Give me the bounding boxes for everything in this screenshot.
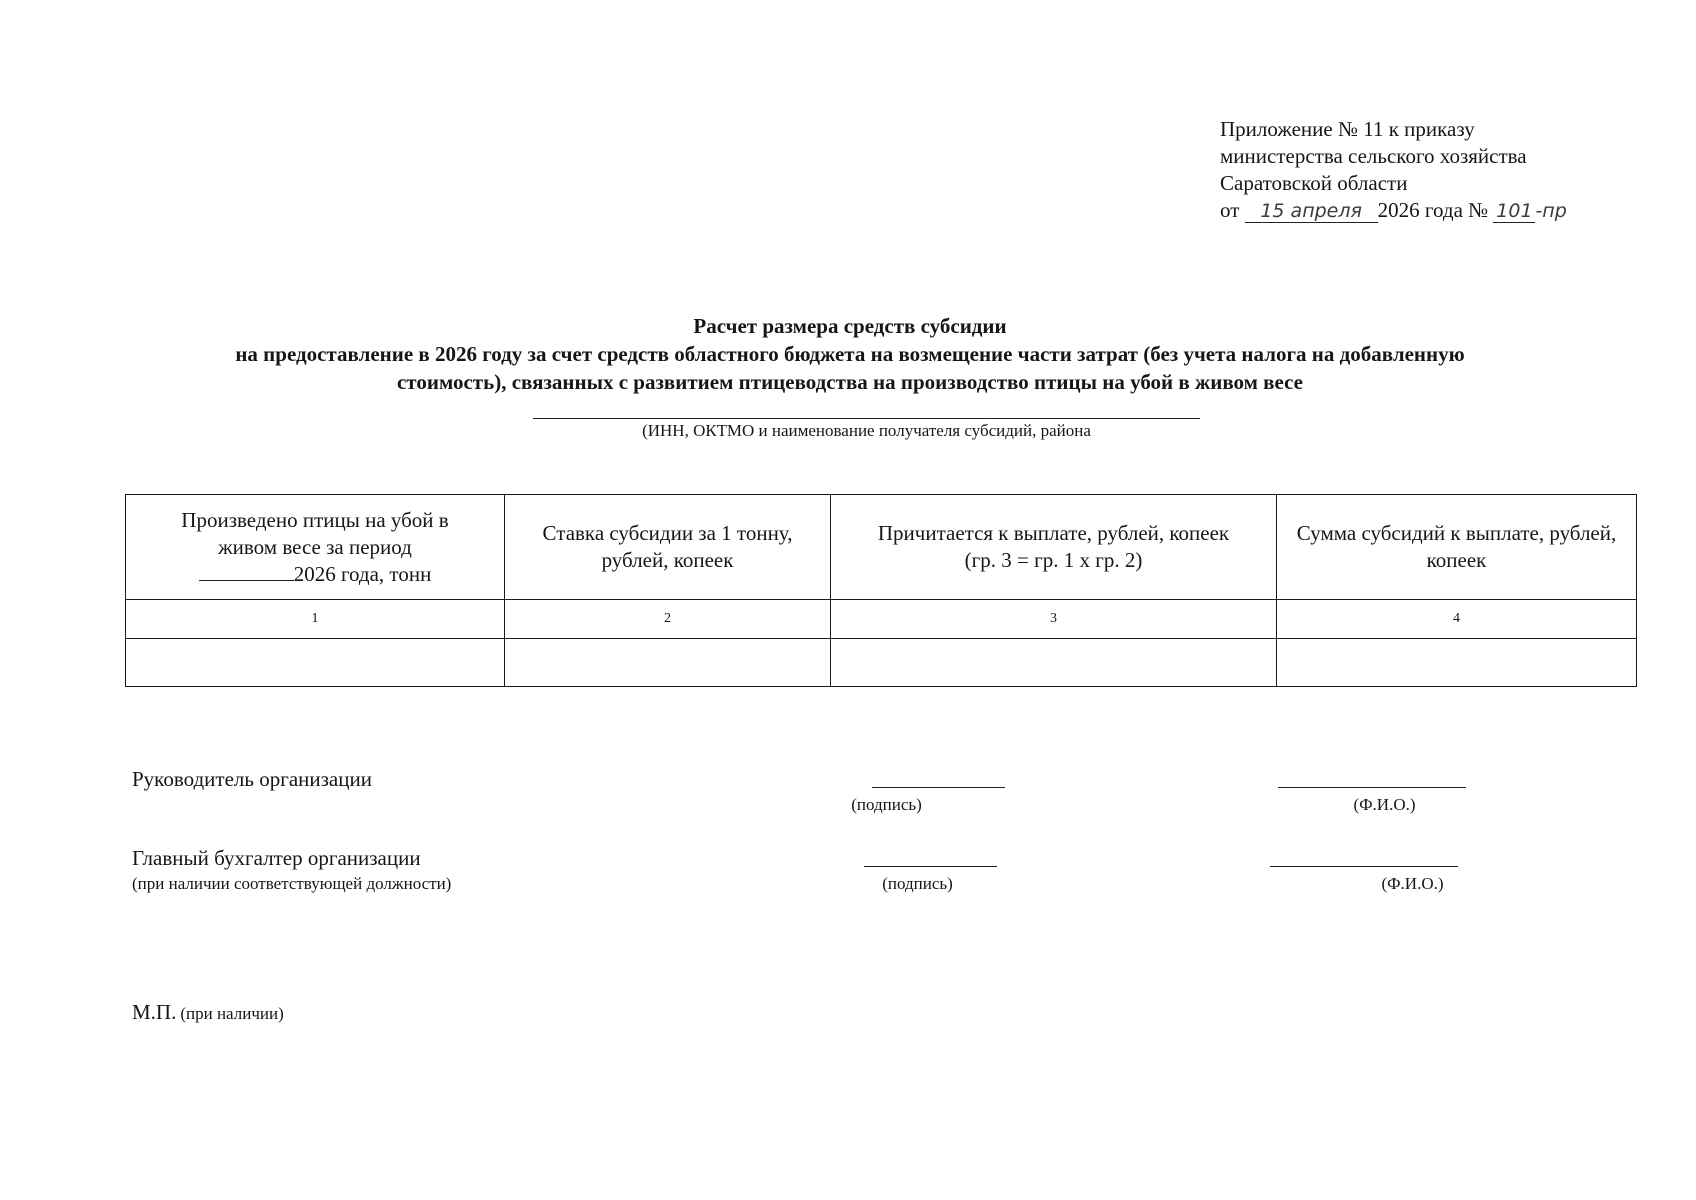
order-from-prefix: от [1220, 198, 1240, 222]
data-cell-produced [126, 639, 505, 687]
order-number-suffix: -пр [1535, 200, 1567, 222]
title-line-3: стоимость), связанных с развитием птицеводства на производство птицы на убой в живом весе [396, 370, 1303, 394]
stamp-note: (при наличии) [180, 1004, 284, 1023]
head-name-line [1278, 787, 1466, 788]
data-cell-total [1277, 639, 1637, 687]
column-header-produced-line-1: Произведено птицы на убой в [181, 507, 449, 532]
order-date-handwritten: 15 апреля [1245, 200, 1378, 223]
column-number-2: 2 [505, 600, 831, 639]
recipient-caption: (ИНН, ОКТМО и наименование получателя субсидий, района [642, 421, 1091, 440]
recipient-fill-line [533, 418, 1200, 419]
appendix-line-1: Приложение № 11 к приказу [1220, 117, 1475, 141]
column-header-produced-line-3 [138, 561, 492, 588]
accountant-signature-caption: (подпись) [882, 874, 953, 893]
column-number-4: 4 [1277, 600, 1637, 639]
column-header-produced [126, 495, 505, 600]
column-header-due-line-2: (гр. 3 = гр. 1 х гр. 2) [964, 548, 1143, 572]
appendix-header [1220, 116, 1567, 225]
stamp-label: М.П. [132, 1000, 177, 1024]
accountant-name-line [1270, 866, 1458, 867]
column-number-3: 3 [831, 600, 1277, 639]
head-title: Руководитель организации [132, 767, 372, 791]
period-blank-line [199, 562, 294, 581]
accountant-name-caption: (Ф.И.О.) [1381, 874, 1444, 893]
column-header-produced-line-2: живом весе за период [218, 534, 412, 559]
column-header-due [831, 495, 1277, 600]
head-name-caption: (Ф.И.О.) [1353, 795, 1416, 814]
column-header-rate: Ставка субсидии за 1 тонну, рублей, копеек [505, 495, 831, 600]
column-header-produced-year: 2026 года, тонн [293, 561, 432, 586]
table-data-row [126, 639, 1637, 687]
subsidy-calculation-table [125, 494, 1637, 687]
table-number-row [126, 600, 1637, 639]
column-number-1: 1 [126, 600, 505, 639]
title-line-1: Расчет размера средств субсидии [693, 314, 1007, 338]
data-cell-rate [505, 639, 831, 687]
accountant-title: Главный бухгалтер организации [132, 846, 421, 870]
data-cell-due [831, 639, 1277, 687]
appendix-order-line [1220, 197, 1567, 225]
accountant-subtitle: (при наличии соответствующей должности) [132, 874, 452, 893]
document-title [120, 312, 1580, 396]
order-number-handwritten: 101 [1493, 200, 1535, 223]
head-signature-caption: (подпись) [851, 795, 922, 814]
head-signature-line [872, 787, 1005, 788]
appendix-line-2: министерства сельского хозяйства [1220, 144, 1527, 168]
accountant-signature-line [864, 866, 997, 867]
table-header-row [126, 495, 1637, 600]
column-header-due-line-1: Причитается к выплате, рублей, копеек [877, 521, 1230, 545]
title-line-2: на предоставление в 2026 году за счет средств областного бюджета на возмещение части затрат (без учета налога на добавленную [235, 342, 1465, 366]
order-year-text: 2026 года № [1377, 198, 1489, 222]
column-header-total: Сумма субсидий к выплате, рублей, копеек [1277, 495, 1637, 600]
stamp-place [132, 1000, 284, 1025]
appendix-line-3: Саратовской области [1220, 171, 1408, 195]
